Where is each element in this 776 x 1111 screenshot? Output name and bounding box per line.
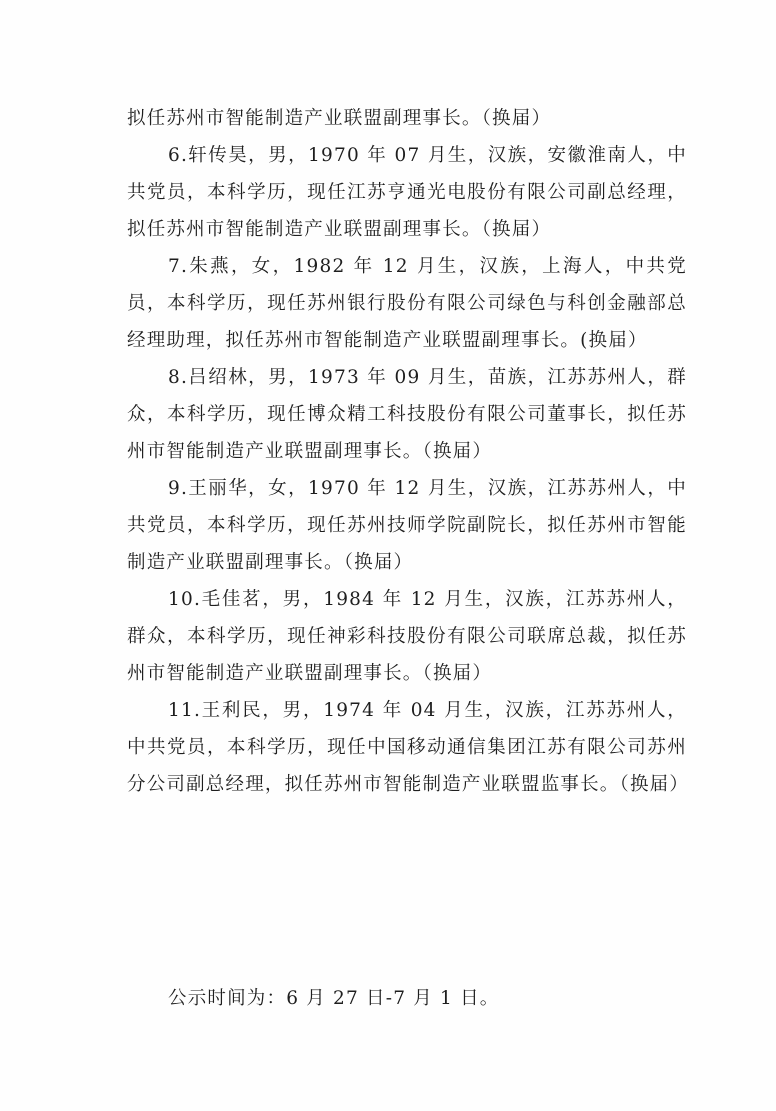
paragraph-candidate-9: 9.王丽华，女，1970 年 12 月生，汉族，江苏苏州人，中共党员，本科学历，现任苏州技师学院副院长，拟任苏州市智能制造产业联盟副理事长。（换届） <box>127 478 687 573</box>
document-body <box>127 100 690 803</box>
paragraph-continuation: 拟任苏州市智能制造产业联盟副理事长。（换届） <box>127 108 552 129</box>
notice-period: 公示时间为：6 月 27 日-7 月 1 日。 <box>168 988 500 1009</box>
paragraph-candidate-7: 7.朱燕，女，1982 年 12 月生，汉族，上海人，中共党员，本科学历，现任苏州银行股份有限公司绿色与科创金融部总经理助理，拟任苏州市智能制造产业联盟副理事长。(换届） <box>127 256 687 351</box>
paragraph-candidate-6: 6.轩传昊，男，1970 年 07 月生，汉族，安徽淮南人，中共党员，本科学历，现任江苏亨通光电股份有限公司副总经理，拟任苏州市智能制造产业联盟副理事长。（换届） <box>127 145 687 240</box>
paragraph-candidate-8: 8.吕绍林，男，1973 年 09 月生，苗族，江苏苏州人，群众，本科学历，现任博众精工科技股份有限公司董事长，拟任苏州市智能制造产业联盟副理事长。（换届） <box>127 367 687 462</box>
paragraph-candidate-10: 10.毛佳茗，男，1984 年 12 月生，汉族，江苏苏州人，群众，本科学历，现任神彩科技股份有限公司联席总裁，拟任苏州市智能制造产业联盟副理事长。（换届） <box>127 589 687 684</box>
paragraph-candidate-11: 11.王利民，男，1974 年 04 月生，汉族，江苏苏州人，中共党员，本科学历，现任中国移动通信集团江苏有限公司苏州分公司副总经理，拟任苏州市智能制造产业联盟监事长。（换届） <box>127 700 690 795</box>
